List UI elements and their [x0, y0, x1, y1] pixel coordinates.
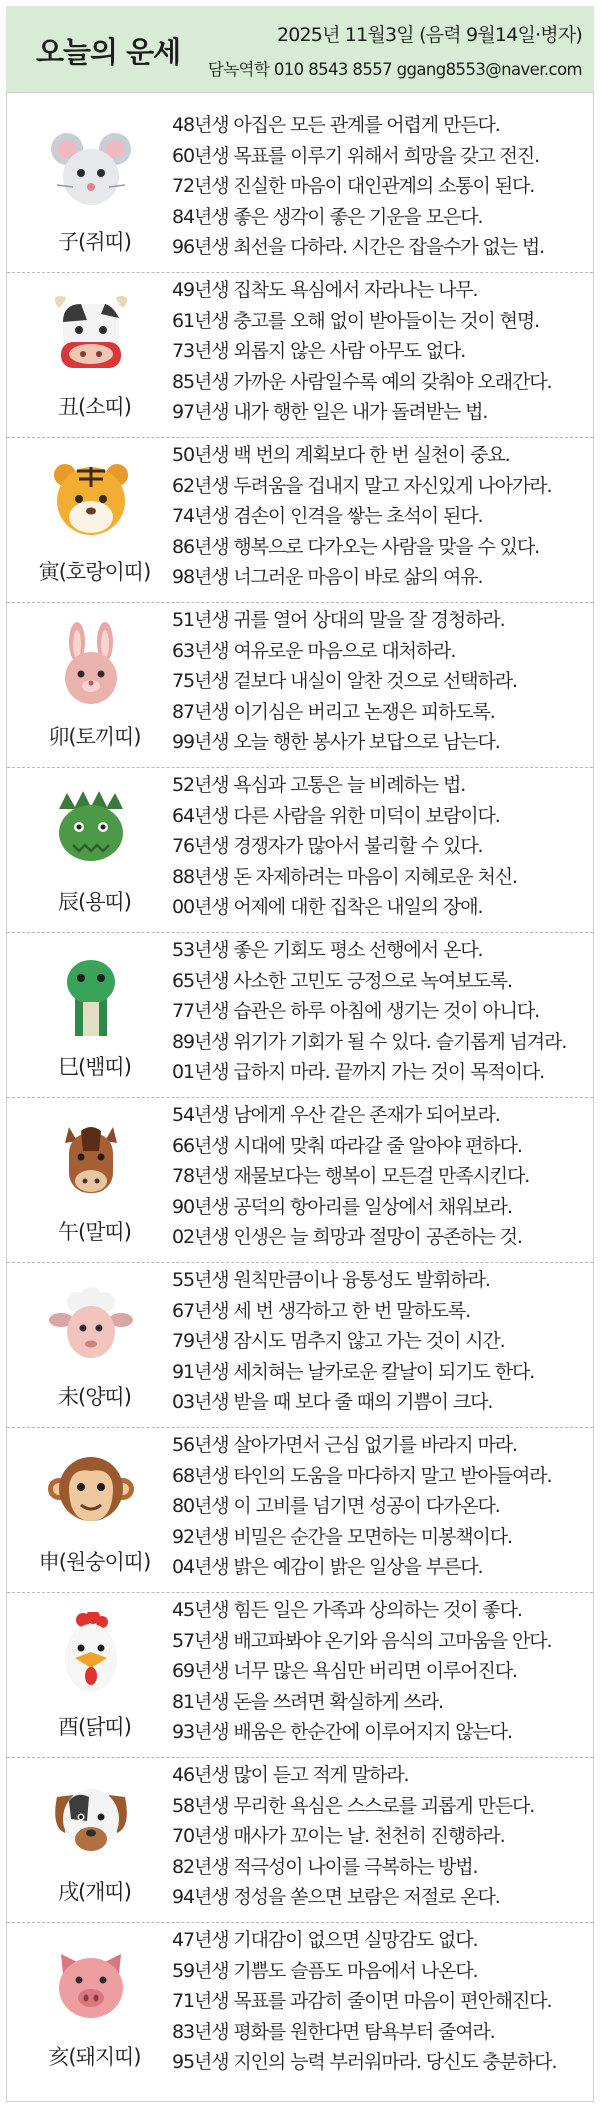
zodiac-label: 辰(용띠): [58, 890, 131, 914]
pig-icon: [47, 1942, 135, 2026]
zodiac-row-dog: [7, 1758, 593, 1923]
contact-line: 담녹역학 010 8543 8557 ggang8553@naver.com: [207, 60, 582, 79]
fortune-line: 85년생 가까운 사람일수록 예의 갖춰야 오래간다.: [172, 370, 552, 393]
fortune-line: 03년생 받을 때 보다 줄 때의 기쁨이 크다.: [172, 1391, 493, 1413]
fortune-line: 52년생 욕심과 고통은 늘 비례하는 법.: [172, 774, 466, 796]
fortune-line: 49년생 집착도 욕심에서 자라나는 나무.: [172, 279, 478, 301]
fortune-line: 87년생 이기심은 버리고 논쟁은 피하도록.: [172, 700, 495, 723]
zodiac-label: 卯(토끼띠): [48, 725, 141, 749]
fortune-line: 99년생 오늘 행한 봉사가 보답으로 남는다.: [172, 731, 500, 753]
fortune-line: 71년생 목표를 과감히 줄이면 마음이 편안해진다.: [172, 1990, 552, 2012]
fortune-line: 67년생 세 번 생각하고 한 번 말하도록.: [172, 1299, 471, 1322]
zodiac-row-horse: [7, 1098, 593, 1263]
page-title: 오늘의 운세: [36, 35, 181, 69]
fortune-line: 94년생 정성을 쏟으면 보람은 저절로 온다.: [172, 1886, 500, 1908]
dragon-icon: [47, 787, 135, 871]
fortune-line: 75년생 겉보다 내실이 알찬 것으로 선택하라.: [172, 670, 517, 692]
fortune-line: 77년생 습관은 하루 아침에 생기는 것이 아니다.: [172, 1000, 540, 1022]
fortune-line: 74년생 겸손이 인격을 쌓는 초석이 된다.: [172, 505, 483, 527]
rooster-icon: [47, 1612, 135, 1696]
fortune-line: 60년생 목표를 이루기 위해서 희망을 갖고 전진.: [172, 144, 540, 167]
fortune-line: 90년생 공덕의 항아리를 일상에서 채워보라.: [172, 1195, 512, 1218]
fortune-line: 72년생 진실한 마음이 대인관계의 소통이 된다.: [172, 175, 535, 197]
fortune-line: 93년생 배움은 한순간에 이루어지지 않는다.: [172, 1721, 512, 1743]
fortune-line: 47년생 기대감이 없으면 실망감도 없다.: [172, 1929, 478, 1951]
fortune-line: 66년생 시대에 맞춰 따라갈 줄 알아야 편하다.: [172, 1134, 522, 1157]
fortune-line: 55년생 원칙만큼이나 융통성도 발휘하라.: [172, 1269, 490, 1291]
fortune-line: 51년생 귀를 열어 상대의 말을 잘 경청하라.: [172, 609, 505, 631]
fortune-line: 53년생 좋은 기회도 평소 선행에서 온다.: [172, 939, 483, 961]
fortune-line: 95년생 지인의 능력 부러워마라. 당신도 충분하다.: [172, 2051, 557, 2073]
fortune-line: 58년생 무리한 욕심은 스스로를 괴롭게 만든다.: [172, 1794, 535, 1817]
fortune-line: 76년생 경쟁자가 많아서 불리할 수 있다.: [172, 835, 483, 857]
fortune-line: 70년생 매사가 꼬이는 날. 천천히 진행하라.: [172, 1825, 505, 1847]
ox-icon: [47, 292, 135, 376]
fortune-line: 48년생 아집은 모든 관계를 어렵게 만든다.: [172, 114, 500, 136]
fortune-line: 50년생 백 번의 계획보다 한 번 실천이 중요.: [172, 444, 510, 466]
zodiac-label: 未(양띠): [58, 1385, 131, 1409]
zodiac-label: 申(원숭이띠): [38, 1550, 151, 1574]
monkey-icon: [47, 1447, 135, 1531]
zodiac-label: 午(말띠): [58, 1220, 131, 1244]
zodiac-row-monkey: [7, 1428, 593, 1593]
zodiac-label: 亥(돼지띠): [48, 2045, 141, 2069]
fortune-line: 69년생 너무 많은 욕심만 버리면 이루어진다.: [172, 1660, 517, 1682]
zodiac-row-pig: [7, 1923, 593, 2088]
fortune-line: 62년생 두려움을 겁내지 말고 자신있게 나아가라.: [172, 474, 552, 497]
fortune-line: 82년생 적극성이 나이를 극복하는 방법.: [172, 1855, 478, 1878]
zodiac-row-snake: [7, 933, 593, 1098]
fortune-line: 83년생 평화를 원한다면 탐욕부터 줄여라.: [172, 2020, 495, 2043]
fortune-line: 79년생 잠시도 멈추지 않고 가는 것이 시간.: [172, 1330, 505, 1352]
zodiac-label: 子(쥐띠): [58, 230, 131, 254]
header: [6, 6, 594, 92]
fortune-line: 92년생 비밀은 순간을 모면하는 미봉책이다.: [172, 1525, 512, 1548]
zodiac-label: 巳(뱀띠): [58, 1055, 131, 1079]
fortune-line: 91년생 세치혀는 날카로운 칼날이 되기도 한다.: [172, 1360, 535, 1383]
fortune-line: 00년생 어제에 대한 집착은 내일의 장애.: [172, 896, 483, 918]
fortune-line: 46년생 많이 듣고 적게 말하라.: [172, 1764, 409, 1786]
zodiac-row-rat: [7, 108, 593, 273]
fortune-line: 78년생 재물보다는 행복이 모든걸 만족시킨다.: [172, 1165, 530, 1187]
fortune-list: [7, 108, 593, 2088]
fortune-line: 45년생 힘든 일은 가족과 상의하는 것이 좋다.: [172, 1599, 522, 1621]
fortune-line: 89년생 위기가 기회가 될 수 있다. 슬기롭게 넘겨라.: [172, 1030, 567, 1053]
fortune-line: 73년생 외롭지 않은 사람 아무도 없다.: [172, 340, 466, 362]
zodiac-row-tiger: [7, 438, 593, 603]
snake-icon: [47, 952, 135, 1036]
rabbit-icon: [47, 622, 135, 706]
fortune-line: 57년생 배고파봐야 온기와 음식의 고마움을 안다.: [172, 1629, 552, 1652]
rat-icon: [47, 127, 135, 211]
zodiac-label: 寅(호랑이띠): [38, 560, 151, 584]
fortune-line: 02년생 인생은 늘 희망과 절망이 공존하는 것.: [172, 1226, 522, 1248]
fortune-line: 61년생 충고를 오해 없이 받아들이는 것이 현명.: [172, 309, 540, 332]
fortune-line: 56년생 살아가면서 근심 없기를 바라지 마라.: [172, 1434, 517, 1456]
fortune-line: 88년생 돈 자제하려는 마음이 지혜로운 처신.: [172, 865, 517, 888]
tiger-icon: [47, 457, 135, 541]
fortune-line: 86년생 행복으로 다가오는 사람을 맞을 수 있다.: [172, 535, 540, 558]
fortune-line: 98년생 너그러운 마음이 바로 삶의 여유.: [172, 566, 483, 588]
zodiac-row-sheep: [7, 1263, 593, 1428]
fortune-line: 68년생 타인의 도움을 마다하지 말고 받아들여라.: [172, 1464, 552, 1487]
horse-icon: [47, 1117, 135, 1201]
fortune-line: 64년생 다른 사람을 위한 미덕이 보람이다.: [172, 804, 500, 827]
fortune-line: 59년생 기쁨도 슬픔도 마음에서 나온다.: [172, 1959, 478, 1982]
sheep-icon: [47, 1282, 135, 1366]
fortune-line: 04년생 밝은 예감이 밝은 일상을 부른다.: [172, 1556, 483, 1578]
zodiac-label: 戌(개띠): [58, 1880, 131, 1904]
zodiac-row-rabbit: [7, 603, 593, 768]
fortune-line: 63년생 여유로운 마음으로 대처하라.: [172, 639, 456, 662]
zodiac-label: 丑(소띠): [58, 395, 131, 419]
zodiac-row-rooster: [7, 1593, 593, 1758]
fortune-line: 81년생 돈을 쓰려면 확실하게 쓰라.: [172, 1690, 443, 1713]
fortune-line: 97년생 내가 행한 일은 내가 돌려받는 법.: [172, 401, 488, 423]
fortune-line: 65년생 사소한 고민도 긍정으로 녹여보도록.: [172, 969, 512, 992]
date-line: 2025년 11월3일 (음력 9월14일·병자): [276, 24, 582, 46]
dog-icon: [47, 1777, 135, 1861]
fortune-line: 80년생 이 고비를 넘기면 성공이 다가온다.: [172, 1495, 500, 1517]
zodiac-row-dragon: [7, 768, 593, 933]
fortune-line: 54년생 남에게 우산 같은 존재가 되어보라.: [172, 1104, 500, 1126]
fortune-line: 84년생 좋은 생각이 좋은 기운을 모은다.: [172, 205, 483, 228]
zodiac-label: 酉(닭띠): [58, 1715, 131, 1739]
fortune-line: 96년생 최선을 다하라. 시간은 잡을수가 없는 법.: [172, 236, 545, 258]
fortune-line: 01년생 급하지 마라. 끝까지 가는 것이 목적이다.: [172, 1061, 545, 1083]
zodiac-row-ox: [7, 273, 593, 438]
